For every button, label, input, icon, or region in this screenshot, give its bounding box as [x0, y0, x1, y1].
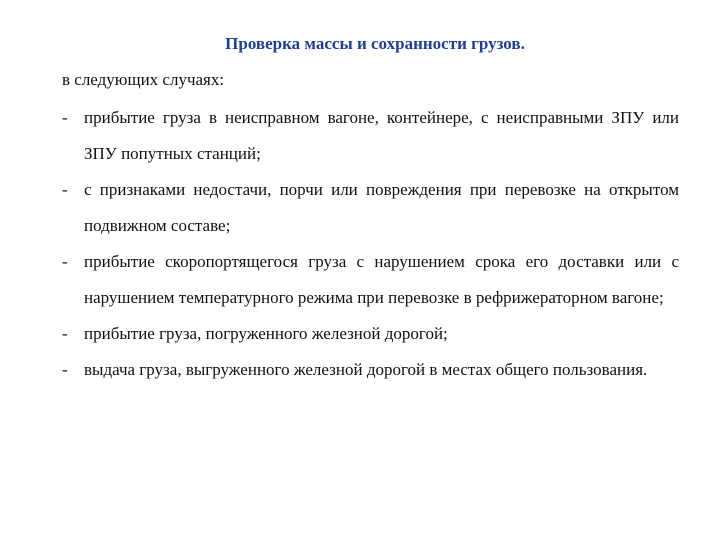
list-item-line: ЗПУ попутных станций;	[84, 144, 261, 163]
list-item-line: выдача груза, выгруженного железной дорогой в местах общего пользования.	[84, 360, 648, 379]
list-item-line: подвижном составе;	[84, 216, 231, 235]
bullet-dash: -	[62, 324, 68, 343]
list-item	[62, 316, 679, 352]
slide-title: Проверка массы и сохранности грузов.	[225, 34, 525, 53]
list-item	[62, 244, 679, 316]
list-item-line: прибытие скоропортящегося груза с нарушением срока его доставки или с	[84, 252, 679, 271]
bullet-dash: -	[62, 108, 68, 127]
list-item-line: прибытие груза в неисправном вагоне, контейнере, с неисправными ЗПУ или	[84, 108, 679, 127]
bullet-dash: -	[62, 180, 68, 199]
list-item-line: с признаками недостачи, порчи или повреждения при перевозке на открытом	[84, 180, 679, 199]
list-item-line: нарушением температурного режима при перевозке в рефрижераторном вагоне;	[84, 288, 664, 307]
bullet-dash: -	[62, 252, 68, 271]
conditions-list	[62, 100, 679, 388]
list-item-line: прибытие груза, погруженного железной дорогой;	[84, 324, 448, 343]
list-item	[62, 352, 679, 388]
list-item	[62, 100, 679, 172]
intro-text: в следующих случаях:	[62, 70, 225, 89]
list-item	[62, 172, 679, 244]
bullet-dash: -	[62, 360, 68, 379]
